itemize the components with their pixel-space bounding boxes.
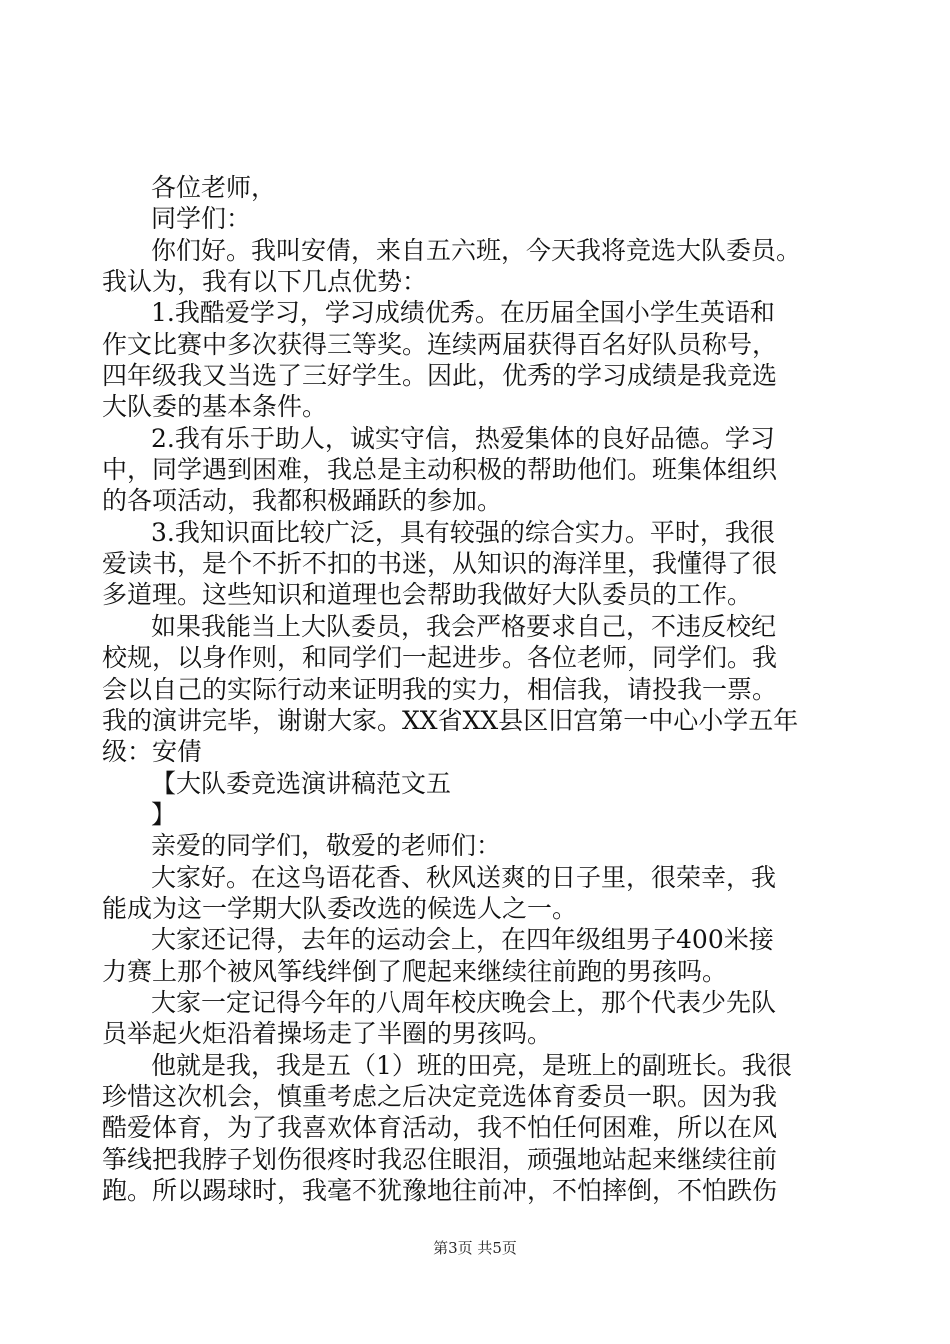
text-line: 级：安倩	[102, 737, 203, 767]
text-line: 四年级我又当选了三好学生。因此，优秀的学习成绩是我竞选	[102, 361, 778, 391]
text-line: 大家好。在这鸟语花香、秋风送爽的日子里，很荣幸，我	[151, 862, 777, 892]
text-line: 校规，以身作则，和同学们一起进步。各位老师，同学们。我	[102, 643, 778, 673]
text-line: 1.我酷爱学习，学习成绩优秀。在历届全国小学生英语和	[151, 298, 775, 328]
text-line: 3.我知识面比较广泛，具有较强的综合实力。平时，我很	[151, 517, 775, 547]
text-line: 你们好。我叫安倩，来自五六班，今天我将竞选大队委员。	[151, 235, 802, 265]
text-line: 】	[151, 799, 177, 829]
text-line: 我的演讲完毕，谢谢大家。XX省XX县区旧宫第一中心小学五年	[102, 705, 799, 735]
text-line: 【大队委竞选演讲稿范文五	[151, 768, 452, 798]
text-line: 跑。所以踢球时，我毫不犹豫地往前冲，不怕摔倒，不怕跌伤	[102, 1176, 778, 1205]
text-line: 爱读书，是个不折不扣的书迷，从知识的海洋里，我懂得了很	[102, 549, 778, 579]
text-line: 他就是我，我是五（1）班的田亮，是班上的副班长。我很	[151, 1050, 792, 1080]
text-line: 中，同学遇到困难，我总是主动积极的帮助他们。班集体组织	[102, 455, 778, 485]
text-line: 大家还记得，去年的运动会上，在四年级组男子400米接	[151, 925, 774, 955]
page-footer: 第3页 共5页	[433, 1239, 517, 1257]
text-line: 的各项活动，我都积极踊跃的参加。	[102, 486, 503, 516]
text-line: 会以自己的实际行动来证明我的实力，相信我，请投我一票。	[102, 674, 778, 704]
text-line: 作文比赛中多次获得三等奖。连续两届获得百名好队员称号，	[102, 329, 778, 359]
text-line: 我认为，我有以下几点优势：	[102, 267, 428, 297]
text-line: 筝线把我脖子划伤很疼时我忍住眼泪，顽强地站起来继续往前	[102, 1144, 778, 1174]
text-line: 大家一定记得今年的八周年校庆晚会上，那个代表少先队	[151, 987, 777, 1017]
text-line: 2.我有乐于助人，诚实守信，热爱集体的良好品德。学习	[151, 423, 775, 453]
text-line: 珍惜这次机会，慎重考虑之后决定竞选体育委员一职。因为我	[102, 1081, 778, 1111]
text-line: 同学们：	[151, 204, 252, 234]
text-line: 各位老师，	[151, 173, 277, 202]
text-line: 酷爱体育，为了我喜欢体育活动，我不怕任何困难，所以在风	[102, 1113, 778, 1143]
text-line: 员举起火炬沿着操场走了半圈的男孩吗。	[102, 1019, 553, 1049]
text-line: 如果我能当上大队委员，我会严格要求自己，不违反校纪	[151, 611, 777, 641]
text-line: 多道理。这些知识和道理也会帮助我做好大队委员的工作。	[102, 580, 753, 610]
text-line: 亲爱的同学们，敬爱的老师们：	[151, 831, 502, 861]
text-line: 能成为这一学期大队委改选的候选人之一。	[102, 893, 578, 923]
document-body	[102, 172, 862, 1206]
text-line: 大队委的基本条件。	[102, 392, 328, 422]
text-line: 力赛上那个被风筝线绊倒了爬起来继续往前跑的男孩吗。	[102, 956, 728, 986]
